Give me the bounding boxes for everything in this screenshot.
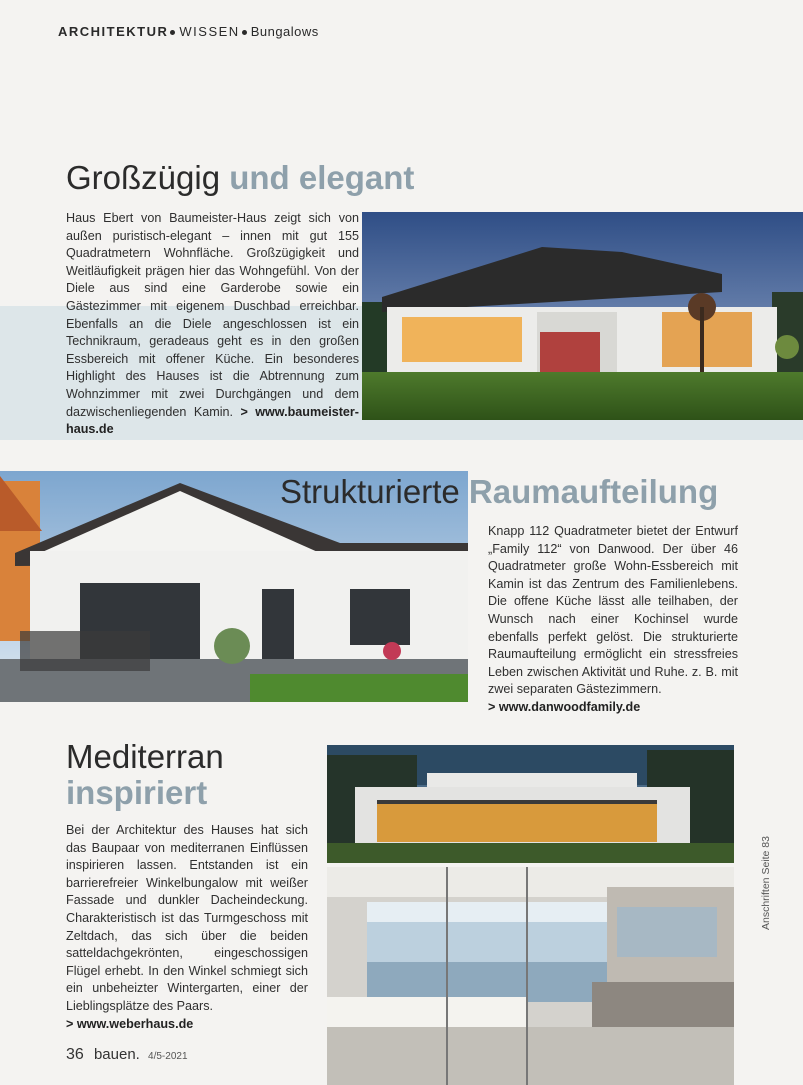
article-2-title (280, 474, 718, 510)
article-2-link[interactable]: > www.danwoodfamily.de (488, 699, 641, 714)
article-3-text: Bei der Architektur des Hauses hat sich das Baupaar von mediterranen Einflüssen inspirieren lassen. Entstanden ist ein barrierefreier Winkelbungalow mit weißer Fassade und dunkler Dacheindeckung. Charakteristisch ist das Turmgeschoss mit Zeltdach, das sich über die beiden satteldachgekrönten, eingeschossigen Flügel erhebt. In den Winkel schmiegt sich ein unbeheizter Wintergarten, einer der Lieblingsplätze des Paars. (66, 823, 308, 1013)
article-3-title-accent: inspiriert (66, 774, 208, 811)
article-1-title (66, 160, 414, 196)
article-2-body (488, 523, 738, 717)
article-3-body (66, 822, 308, 1033)
article-3-photo-interior (327, 867, 734, 1085)
article-2-title-accent: Raumaufteilung (468, 473, 719, 510)
article-1-photo (362, 212, 803, 420)
topic-label: Bungalows (250, 24, 319, 39)
sidebar-note: Anschriften Seite 83 (760, 836, 772, 930)
article-3-title-main: Mediterran (66, 738, 224, 775)
bullet-icon (242, 30, 247, 35)
section-label: ARCHITEKTUR (58, 24, 169, 39)
article-3-photo-exterior (327, 745, 734, 863)
article-1-text: Haus Ebert von Baumeister-Haus zeigt sich von außen puristisch-elegant – innen mit gut 155 Quadratmetern Wohnfläche. Großzügigkeit und Weitläufigkeit prägen hier das Wohngefühl. Von der Diele aus sind eine Garderobe sowie ein Gästezimmer mit eigenem Duschbad erreichbar. Ebenfalls an die Diele angeschlossen ist ein Technikraum, geradeaus geht es in den großen Essbereich mit offener Küche. Ein besonderes Highlight des Hauses ist die Abtrennung zum Wohnzimmer mit zwei Durchgängen und dem dazwischenliegenden Kamin. (66, 211, 359, 419)
category-label: WISSEN (179, 24, 240, 39)
article-3-link[interactable]: > www.weberhaus.de (66, 1016, 194, 1031)
section-header (58, 24, 319, 39)
issue-label: 4/5-2021 (148, 1051, 188, 1062)
page-number: 36 (66, 1046, 84, 1063)
magazine-name: bauen. (93, 1046, 140, 1063)
article-3-title (66, 739, 224, 811)
bullet-icon (170, 30, 175, 35)
article-1-body (66, 210, 359, 439)
article-2-text: Knapp 112 Quadratmeter bietet der Entwurf „Family 112“ von Danwood. Der über 46 Quadratmeter große Wohn-Essbereich mit Kamin ist das Zentrum des Familienlebens. Die offene Küche lässt alle teilhaben, der Wunsch nach einer Kochinsel wurde ebenfalls perfekt gelöst. Die strukturierte Raumaufteilung ermöglicht ein stressfreies Leben zwischen Aktivität und Ruhe. z. B. mit zwei separaten Gästezimmern. (488, 524, 738, 697)
article-1-title-main: Großzügig (66, 159, 221, 196)
article-1-link[interactable]: > www.baumeister-haus.de (66, 404, 359, 437)
article-1-title-accent: und elegant (229, 159, 415, 196)
article-2-title-main: Strukturierte (280, 473, 460, 510)
page-footer (66, 1046, 188, 1064)
